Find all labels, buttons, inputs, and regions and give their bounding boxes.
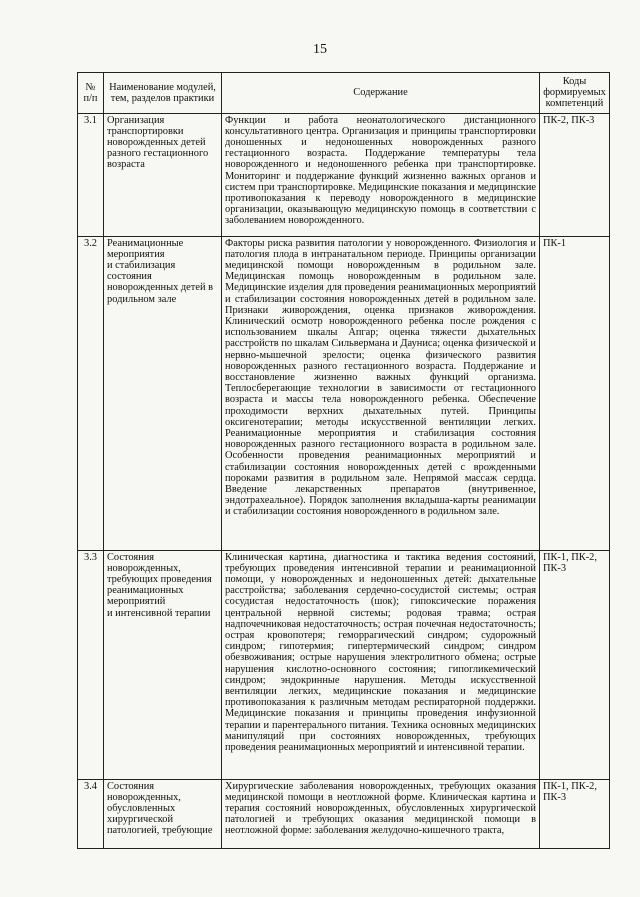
row-num: 3.2 (78, 236, 104, 550)
row-num: 3.1 (78, 113, 104, 236)
table-row (78, 550, 610, 779)
row-num: 3.3 (78, 550, 104, 779)
row-content: Функции и работа неонатологического дистанционного консультативного центра. Организация и принципы транспортировки доношенных и недоношенных новорожденных разного гестационного возраста. Поддержание температуры тела новорожденного и недоношенного ребенка при транспортировке. Мониторинг и поддержание функций жизненно важных органов и систем при транспортировке. Медицинские показания и медицинские противопоказания к переводу новорожденного в медицинские организации, оказывающую медицинскую помощь в соответствии с заболеванием новорожденного. (222, 113, 540, 236)
table-row (78, 779, 610, 848)
row-codes: ПК-1, ПК-2, ПК-3 (540, 550, 610, 779)
table-row (78, 236, 610, 550)
header-num: № п/п (78, 73, 104, 114)
row-name: Организация транспортировки новорожденных детей разного гестационного возраста (104, 113, 222, 236)
row-name: Состояния новорожденных, обусловленных хирургической патологией, требующие (104, 779, 222, 848)
row-content: Факторы риска развития патологии у новорожденного. Физиология и патология плода в интранатальном периоде. Принципы организации медицинской помощи новорожденным в родильном зале. Медицинская помощь новорожденным в родильном зале. Медицинские изделия для проведения реанимационных мероприятий и стабилизации состояния новорожденных детей в родильном зале. Признаки живорождения, оценка признаков живорождения. Клинический осмотр новорожденного ребенка после рождения с использованием шкалы Апгар; оценка тяжести дыхательных расстройств по шкалам Сильвермана и Дауниса; оценка физической и нервно-мышечной зрелости; оценка физического развития новорожденных разного гестационного возраста. Поддержание и восстановление жизненно важных функций организма. Теплосберегающие технологии в зависимости от гестационного возраста и массы тела новорожденного ребенка. Обеспечение проходимости верхних дыхательных путей. Принципы оксигенотерапии; методы искусственной вентиляции легких. Реанимационные мероприятия и стабилизация состояния новорожденных разного гестационного возраста в родильном зале. Особенности проведения реанимационных мероприятий и стабилизации состояния новорожденных детей с врожденными пороками развития в родильном зале. Непрямой массаж сердца. Введение лекарственных препаратов (внутривенное, эндотрахеальное). Порядок заполнения вкладыша-карты реанимации и стабилизации состояния новорожденного в родильном зале. (222, 236, 540, 550)
program-table (77, 72, 610, 849)
row-name: Состояния новорожденных, требующих проведения реанимационных мероприятий и интенсивной терапии (104, 550, 222, 779)
header-codes: Коды формируемых компетенций (540, 73, 610, 114)
row-name: Реанимационные мероприятия и стабилизация состояния новорожденных детей в родильном зале (104, 236, 222, 550)
row-content: Клиническая картина, диагностика и тактика ведения состояний, требующих проведения интенсивной терапии и реанимационной помощи, у новорожденных и недоношенных детей: дыхательные расстройства; заболевания сердечно-сосудистой системы; острая сосудистая недостаточность (шок); гипоксические поражения центральной нервной системы; родовая травма; острая надпочечниковая недостаточность; острая почечная недостаточность; острая кровопотеря; геморрагический синдром; судорожный синдром; гипотермия; гипертермический синдром; синдром обезвоживания; острые нарушения электролитного обмена; острые нарушения кислотно-основного состояния; гипогликемический синдром; эндокринные нарушения. Методы искусственной вентиляции легких, медицинские показания и медицинские противопоказания к различным методам респираторной поддержки. Медицинские показания и принципы проведения инфузионной терапии и парентерального питания. Техника основных медицинских манипуляций при состояниях новорожденных, требующих проведения реанимационных мероприятий и интенсивной терапии. (222, 550, 540, 779)
table-row (78, 113, 610, 236)
header-content: Содержание (222, 73, 540, 114)
row-content: Хирургические заболевания новорожденных, требующих оказания медицинской помощи в неотложной форме. Клиническая картина и терапия состояний новорожденных, обусловленных хирургической патологией и требующих оказания медицинской помощи в неотложной форме: заболевания желудочно-кишечного тракта, (222, 779, 540, 848)
page-number: 15 (313, 42, 327, 57)
row-codes: ПК-1, ПК-2, ПК-3 (540, 779, 610, 848)
row-codes: ПК-2, ПК-3 (540, 113, 610, 236)
header-name: Наименование модулей, тем, разделов практики (104, 73, 222, 114)
table-header-row (78, 73, 610, 114)
row-codes: ПК-1 (540, 236, 610, 550)
row-num: 3.4 (78, 779, 104, 848)
